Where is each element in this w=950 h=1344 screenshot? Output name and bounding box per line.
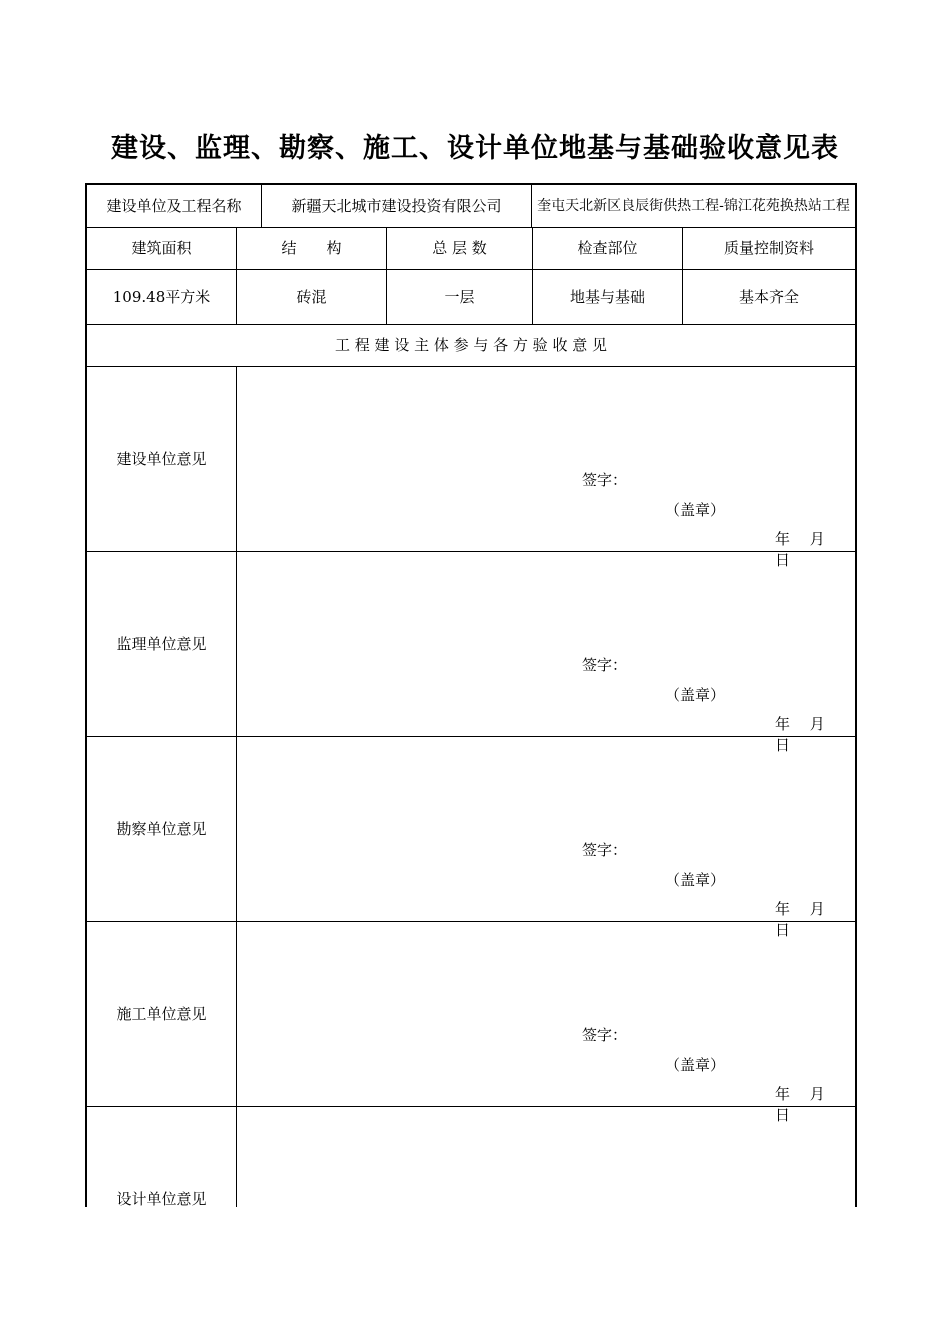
seal-label: （盖章） xyxy=(665,686,726,704)
seal-label: （盖章） xyxy=(665,501,726,519)
info-header-row xyxy=(87,228,855,270)
seal-label: （盖章） xyxy=(665,1056,726,1074)
project-name-cell: 奎屯天北新区良辰街供热工程-锦江花苑换热站工程 xyxy=(537,198,850,214)
floors-header: 总 层 数 xyxy=(387,228,533,269)
date-label: 年 月 日 xyxy=(775,530,845,569)
inspection-part-value: 地基与基础 xyxy=(533,270,683,324)
signature-label: 签字： xyxy=(582,1026,628,1044)
quality-data-value: 基本齐全 xyxy=(738,287,799,306)
project-label-cell: 建设单位及工程名称 xyxy=(87,185,262,227)
date-label: 年 月 日 xyxy=(775,900,845,939)
quality-data-header: 质量控制资料 xyxy=(723,239,814,257)
project-info-row xyxy=(87,185,855,228)
opinion-row-supervision xyxy=(87,552,855,754)
opinion-label: 施工单位意见 xyxy=(87,922,237,1106)
signature-label: 签字： xyxy=(582,656,628,674)
acceptance-form-table xyxy=(85,183,857,1207)
page-title: 建设、监理、勘察、施工、设计单位地基与基础验收意见表 xyxy=(111,133,839,164)
opinion-label: 建设单位意见 xyxy=(87,367,237,551)
signature-label: 签字： xyxy=(582,841,628,859)
date-label: 年 月 日 xyxy=(775,715,845,754)
opinion-row-contractor xyxy=(87,922,855,1124)
seal-label: （盖章） xyxy=(665,871,726,889)
opinion-label: 监理单位意见 xyxy=(87,552,237,736)
structure-header: 结 构 xyxy=(237,228,387,269)
signature-label: 签字： xyxy=(582,471,628,489)
opinion-row-survey xyxy=(87,737,855,939)
opinion-label: 勘察单位意见 xyxy=(87,737,237,921)
section-title-row xyxy=(87,325,855,367)
area-value: 109.48平方米 xyxy=(87,270,237,324)
opinion-row-construction xyxy=(87,367,855,569)
date-label: 年 月 日 xyxy=(775,1085,845,1124)
opinion-row-design xyxy=(87,1107,855,1207)
inspection-part-header: 检查部位 xyxy=(533,228,683,269)
section-title: 工 程 建 设 主 体 参 与 各 方 验 收 意 见 xyxy=(335,336,607,354)
structure-value: 砖混 xyxy=(237,270,387,324)
floors-value: 一层 xyxy=(387,270,533,324)
company-name-cell: 新疆天北城市建设投资有限公司 xyxy=(262,185,532,227)
info-value-row xyxy=(87,270,855,325)
opinion-label: 设计单位意见 xyxy=(87,1107,237,1207)
area-header: 建筑面积 xyxy=(87,228,237,269)
